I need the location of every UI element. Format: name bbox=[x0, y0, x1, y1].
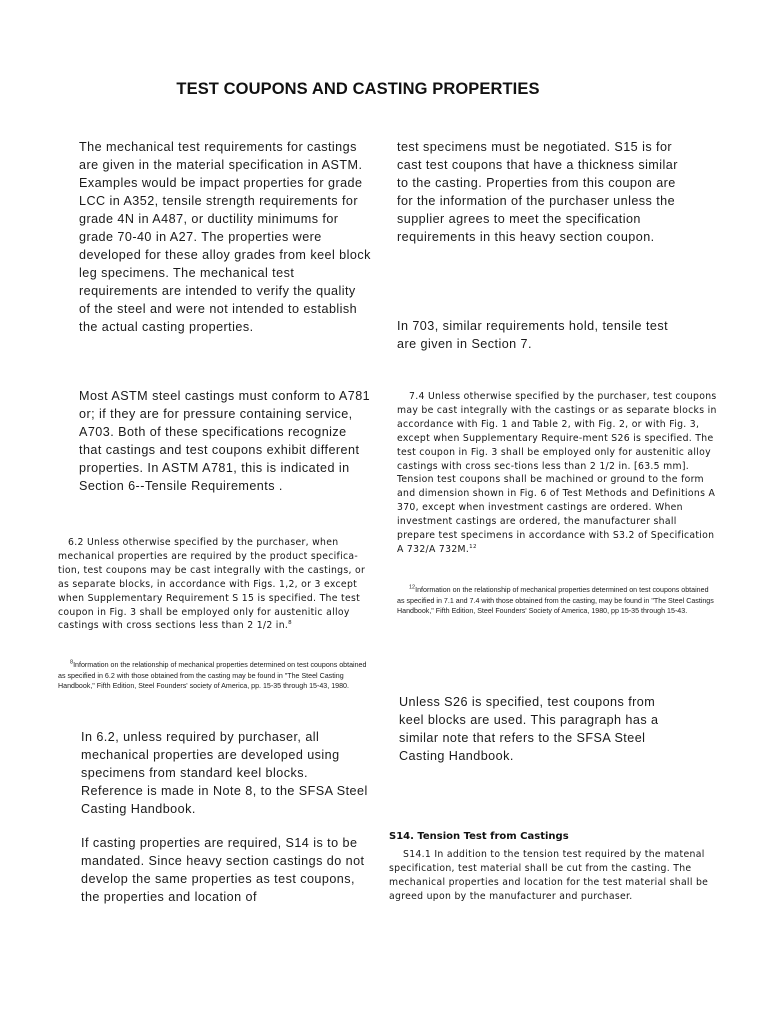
left-quote-6-2-body: 6.2 Unless otherwise specified by the purchaser, when mechanical properties are required by the product specifica-tion, test coupons may be cast integrally with the castings, or as separate blocks, in accordance with Figs. 1,2, or 3 except when Supplementary Requirement S 15 is specified. The test coupon in Fig. 3 shall be employed only for austenitic alloy castings with cross sections less than 2 1/2 in. bbox=[58, 537, 366, 632]
left-paragraph-2 bbox=[79, 387, 371, 495]
right-quote-7-4-body: 7.4 Unless otherwise specified by the purchaser, test coupons may be cast integrally with the castings or as separate blocks in accordance with Fig. 1 and Table 2, with Fig. 2, or with Fig. 3, except when Supplementary Require-ment S26 is specified. The test coupon in Fig. 3 shall be employed only for austenitic alloy castings with cross sec-tions less than 2 1/2 in. [63.5 mm]. Tension test coupons shall be machined or ground to the form and dimension shown in Fig. 6 of Test Methods and Definitions A 370, except when investment castings are ordered. When investment castings are ordered, the manufacturer shall prepare test specimens in accordance with S3.2 of Specification A 732/A 732M. bbox=[397, 391, 717, 555]
page-title: TEST COUPONS AND CASTING PROPERTIES bbox=[176, 80, 540, 98]
left-paragraph-4-text: If casting properties are required, S14 is to be mandated. Since heavy section castings do not develop the same properties as test coupons, the properties and location of bbox=[81, 836, 365, 904]
right-footnote-mark: 12 bbox=[409, 584, 416, 591]
left-paragraph-3-text: In 6.2, unless required by purchaser, all mechanical properties are developed using specimens from standard keel blocks. Reference is made in Note 8, to the SFSA Steel Casting Handbook. bbox=[81, 730, 368, 816]
right-footnote bbox=[397, 585, 717, 617]
left-footnote-body: Information on the relationship of mechanical properties determined on test coupons obtained as specified in 6.2 with those obtained from the casting may be found in "The Steel Casting Handbook," Fifth Edition, Steel Founders' society of America, pp. 15-35 through 15-43, 1980. bbox=[58, 661, 367, 691]
left-footnote-mark: 8 bbox=[70, 659, 74, 666]
right-quote-footnote-ref: 12 bbox=[469, 543, 477, 550]
left-paragraph-1 bbox=[79, 138, 371, 336]
right-paragraph-3-text: Unless S26 is specified, test coupons from keel blocks are used. This paragraph has a similar note that refers to the SFSA Steel Casting Handbook. bbox=[399, 695, 659, 763]
right-quote-7-4 bbox=[397, 390, 717, 557]
left-paragraph-4 bbox=[81, 834, 371, 906]
left-quote-6-2-text bbox=[58, 536, 374, 633]
left-quote-6-2 bbox=[58, 536, 374, 633]
right-s14-section bbox=[389, 831, 717, 904]
left-paragraph-3 bbox=[81, 728, 371, 818]
left-footnote-text bbox=[58, 660, 374, 692]
left-paragraph-1-text: The mechanical test requirements for castings are given in the material specification in ASTM. Examples would be impact properties for grade LCC in A352, tensile strength requirements for grade 4N in A487, or ductility minimums for grade 70-40 in A27. The properties were developed for these alloy grades from keel block leg specimens. The mechanical test requirements are intended to verify the quality of the steel and were not intended to establish the actual casting properties. bbox=[79, 140, 371, 334]
right-paragraph-3 bbox=[399, 693, 684, 765]
right-paragraph-1 bbox=[397, 138, 682, 246]
right-paragraph-2-text: In 703, similar requirements hold, tensile test are given in Section 7. bbox=[397, 319, 669, 351]
left-footnote bbox=[58, 660, 374, 692]
left-quote-footnote-ref: 8 bbox=[288, 620, 292, 627]
s14-heading: S14. Tension Test from Castings bbox=[389, 831, 569, 842]
right-footnote-body: Information on the relationship of mechanical properties determined on test coupons obtained as specified in 7.1 and 7.4 with those obtained from the casting, may be found in "The Steel Castings Handbook," Fifth Edition, Steel Founders' Society of America, 1980, pp 15-35 through 15-43. bbox=[397, 586, 714, 616]
s14-body: S14.1 In addition to the tension test required by the matenal specification, test material shall be cut from the casting. The mechanical properties and location for the test material shall be agreed upon by the manufacturer and purchaser. bbox=[389, 849, 709, 902]
right-quote-7-4-text bbox=[397, 390, 717, 557]
right-paragraph-2 bbox=[397, 317, 682, 353]
right-paragraph-1-text: test specimens must be negotiated. S15 is for cast test coupons that have a thickness similar to the casting. Properties from this coupon are for the information of the purchaser unless the supplier agrees to meet the specification requirements in this heavy section coupon. bbox=[397, 140, 678, 244]
left-paragraph-2-text: Most ASTM steel castings must conform to A781 or; if they are for pressure containing service, A703. Both of these specifications recognize that castings and test coupons exhibit different properties. In ASTM A781, this is indicated in Section 6--Tensile Requirements . bbox=[79, 389, 371, 493]
right-footnote-text bbox=[397, 585, 717, 617]
